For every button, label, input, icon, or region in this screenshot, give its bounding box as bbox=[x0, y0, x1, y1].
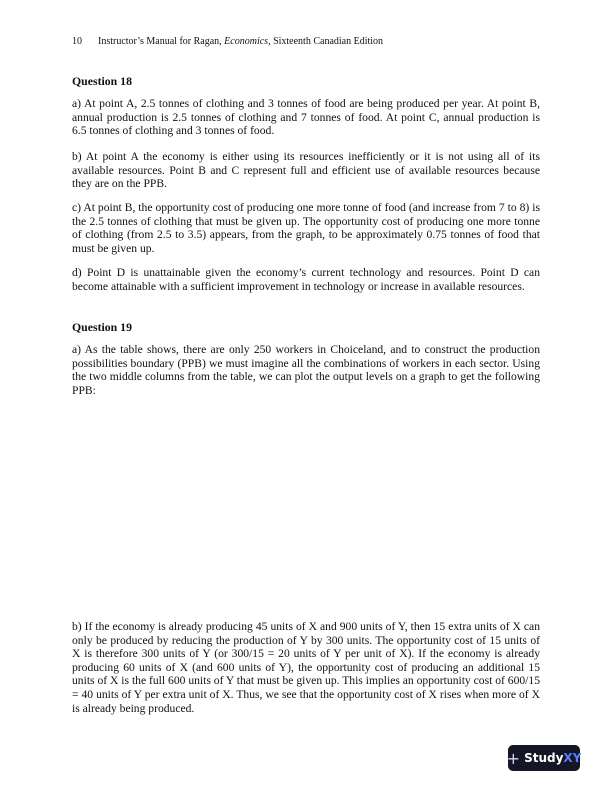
header-title-suffix: , Sixteenth Canadian Edition bbox=[268, 36, 384, 47]
q18-part-a: a) At point A, 2.5 tonnes of clothing and 3 tonnes of food are being produced per year. At point B, annual production is 2.5 tonnes of clothing and 7 tonnes of food. At point C, annual production is 6.5 tonnes of clothing and 3 tonnes of food. bbox=[72, 97, 540, 138]
q18-part-c: c) At point B, the opportunity cost of producing one more tonne of food (and increase from 7 to 8) is the 2.5 tonnes of clothing that must be given up. The opportunity cost of producing one more tonne of clothing (from 2.5 to 3.5) appears, from the graph, to be approximately 0.75 tonnes of food that must be given up. bbox=[72, 201, 540, 255]
page-number: 10 bbox=[72, 36, 82, 47]
q18-part-d: d) Point D is unattainable given the economy’s current technology and resources. Point D can become attainable with a sufficient improvement in technology or increase in available resources. bbox=[72, 266, 540, 293]
question-18-heading: Question 18 bbox=[72, 74, 132, 88]
q18-part-b: b) At point A the economy is either using its resources inefficiently or it is not using all of its available resources. Point B and C represent full and efficient use of available resources because they are on the PPB. bbox=[72, 150, 540, 191]
page-header bbox=[72, 36, 383, 47]
header-title-prefix: Instructor’s Manual for Ragan, bbox=[98, 36, 225, 47]
q19-part-b: b) If the economy is already producing 45 units of X and 900 units of Y, then 15 extra units of X can only be produced by reducing the production of Y by 300 units. The opportunity cost of 15 units of X is therefore 300 units of Y (or 300/15 = 20 units of Y per unit of X). If the economy is already producing 60 units of X (and 600 units of Y), the opportunity cost of producing an additional 15 units of X is the full 600 units of Y that must be given up. This implies an opportunity cost of 600/15 = 40 units of Y per extra unit of X. Thus, we see that the opportunity cost of X rises when more of X is already being produced. bbox=[72, 620, 540, 715]
question-19-heading: Question 19 bbox=[72, 320, 132, 334]
studyxy-badge[interactable] bbox=[508, 745, 580, 771]
header-title-italic: Economics bbox=[224, 36, 269, 47]
badge-text-xy: XY bbox=[563, 751, 582, 765]
badge-text-study: Study bbox=[524, 751, 564, 765]
q19-part-a: a) As the table shows, there are only 250 workers in Choiceland, and to construct the production possibilities boundary (PPB) we must imagine all the combinations of workers in each sector. Using the two middle columns from the table, we can plot the output levels on a graph to get the following PPB: bbox=[72, 343, 540, 397]
plus-icon: + bbox=[506, 748, 521, 768]
